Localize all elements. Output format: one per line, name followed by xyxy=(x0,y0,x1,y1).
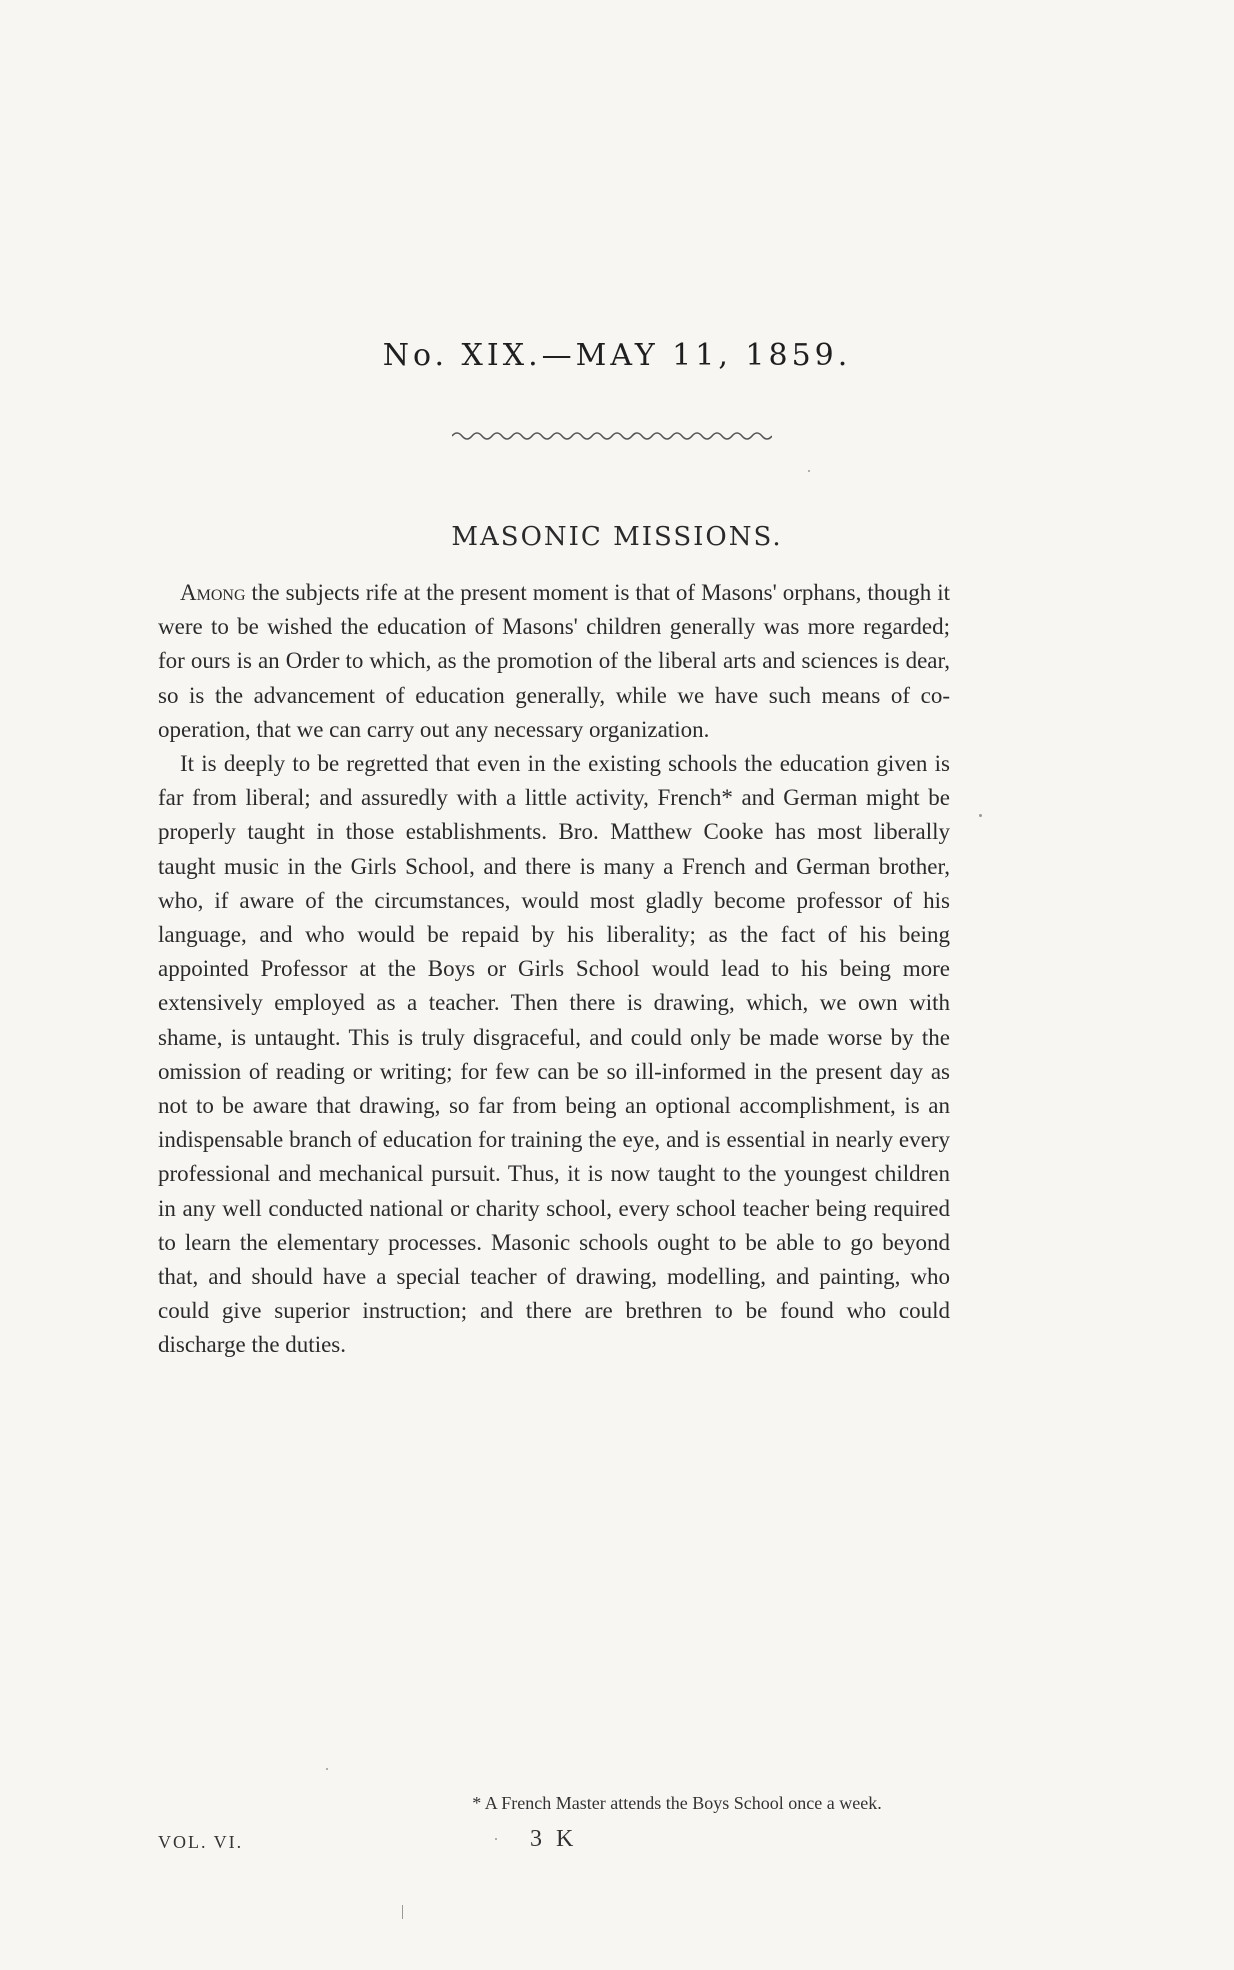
footnote xyxy=(0,1793,1234,1814)
paper-speck xyxy=(979,814,982,817)
paper-speck xyxy=(402,1905,403,1919)
paragraph-2 xyxy=(158,747,950,1363)
article-title: MASONIC MISSIONS. xyxy=(451,522,783,552)
paper-speck xyxy=(808,470,810,472)
paragraph-text: the subjects rife at the present moment is that of Masons' orphans, though it were to be wished the education of Masons' children generally was more regarded; for ours is an Order to which, as the promotion of the liberal arts and sciences is dear, so is the advancement of education generally, while we have such means of co-operation, that we can carry out any necessary organization. xyxy=(158,580,950,742)
article-body xyxy=(158,576,950,1363)
paragraph-1 xyxy=(158,576,950,747)
volume-label: VOL. VI. xyxy=(158,1832,244,1852)
paper-speck xyxy=(495,1838,497,1840)
signature-mark: 3 K xyxy=(530,1826,578,1852)
paper-speck xyxy=(326,1768,328,1770)
paragraph-text: It is deeply to be regretted that even in the existing schools the education given is far from liberal; and assuredly with a little activity, French* and German might be properly taught in those establishments. Bro. Matthew Cooke has most liberally taught music in the Girls School, and there is many a French and German brother, who, if aware of the circumstances, would most gladly become professor of his language, and who would be repaid by his liberality; as the fact of his being appointed Professor at the Boys or Girls School would lead to his being more extensively employed as a teacher. Then there is drawing, which, we own with shame, is untaught. This is truly disgraceful, and could only be made worse by the omission of reading or writing; for few can be so ill-informed in the present day as not to be aware that drawing, so far from being an optional accomplishment, is an indispensable branch of education for training the eye, and is essential in nearly every professional and mechanical pursuit. Thus, it is now taught to the youngest children in any well conducted national or charity school, every school teacher being required to learn the elementary processes. Masonic schools ought to be able to go beyond that, and should have a special teacher of drawing, modelling, and painting, who could give superior instruction; and there are brethren to be found who could discharge the duties. xyxy=(158,751,950,1358)
paragraph-lead-word: Among xyxy=(180,580,246,605)
issue-heading: No. XIX.—MAY 11, 1859. xyxy=(382,338,852,373)
wavy-divider xyxy=(452,428,772,444)
footnote-text: * A French Master attends the Boys School once a week. xyxy=(472,1793,882,1813)
